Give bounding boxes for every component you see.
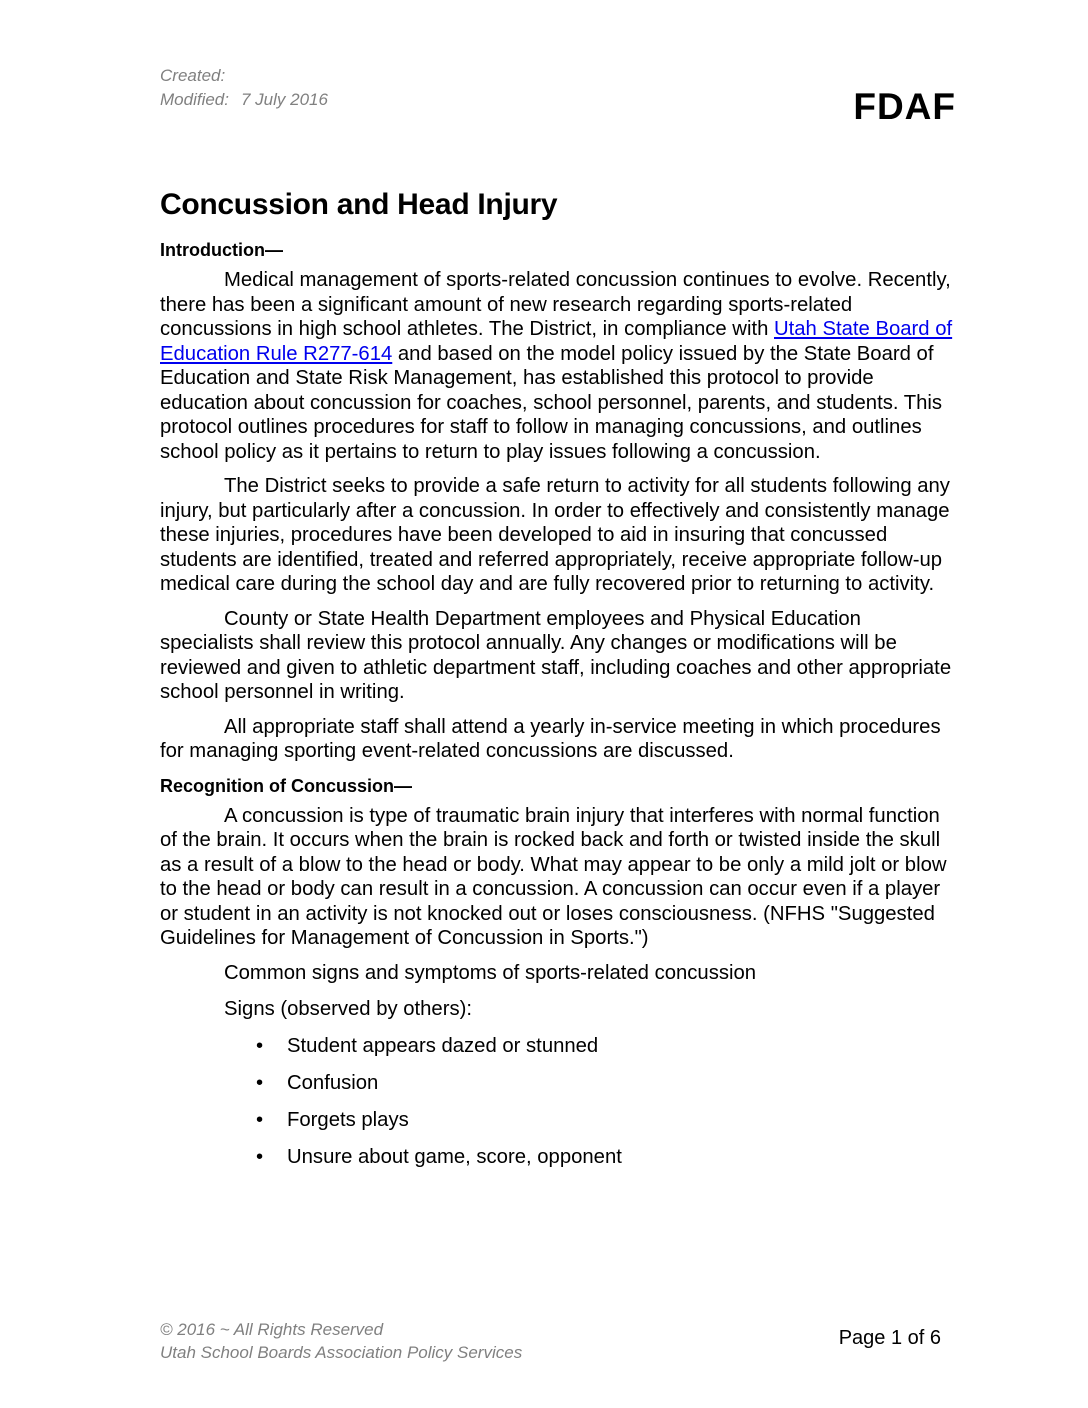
policy-code: FDAF (853, 86, 956, 127)
created-label: Created: (160, 66, 226, 85)
section-heading-recognition: Recognition of Concussion— (160, 775, 412, 796)
signs-observed-label: Signs (observed by others): (224, 998, 472, 1020)
list-item (160, 1071, 960, 1096)
rule-r277-614-link[interactable]: Utah State Board of Education Rule R277-614 (160, 318, 953, 365)
signs-list (160, 1034, 960, 1170)
intro-p1-text-start: Medical management of sports-related concussion continues to evolve. Recently, there has been a significant amount of new research regarding sports-related concussions in high school athletes. The District, in compliance with (160, 269, 951, 340)
bullet-icon: • (256, 1071, 264, 1094)
bullet-icon: • (256, 1034, 264, 1057)
organization-name: Utah School Boards Association Policy Services (160, 1343, 523, 1362)
recognition-paragraph-1: A concussion is type of traumatic brain injury that interferes with normal function of the brain. It occurs when the brain is rocked back and forth or twisted inside the skull as a result of a blow to the head or body. What may appear to be only a mild jolt or blow to the head or body can result in a concussion. A concussion can occur even if a player or student in an activity is not knocked out or loses consciousness. (NFHS "Suggested Guidelines for Management of Concussion in Sports.") (160, 804, 947, 949)
intro-paragraph-1 (160, 268, 960, 464)
list-item (160, 1145, 960, 1170)
created-line (160, 64, 328, 88)
list-item-text: Confusion (287, 1071, 379, 1094)
list-item-text: Student appears dazed or stunned (287, 1034, 599, 1057)
document-body (160, 238, 960, 1182)
list-item-text: Forgets plays (287, 1108, 409, 1131)
page-title: Concussion and Head Injury (160, 188, 558, 221)
modified-label: Modified: (160, 90, 229, 109)
list-item-text: Unsure about game, score, opponent (287, 1145, 622, 1168)
copyright-notice: © 2016 ~ All Rights Reserved (160, 1320, 384, 1339)
footer-left (160, 1318, 522, 1364)
modified-line (160, 88, 328, 112)
list-item (160, 1108, 960, 1133)
bullet-icon: • (256, 1108, 264, 1131)
intro-paragraph-3: County or State Health Department employees and Physical Education specialists shall review this protocol annually. Any changes or modifications will be reviewed and given to athletic department staff, including coaches and other appropriate school personnel in writing. (160, 607, 952, 703)
modified-value: 7 July 2016 (240, 90, 328, 109)
bullet-icon: • (256, 1145, 264, 1168)
page-number: Page 1 of 6 (838, 1327, 941, 1349)
section-heading-introduction: Introduction— (160, 240, 283, 260)
intro-paragraph-2: The District seeks to provide a safe return to activity for all students following any injury, but particularly after a concussion. In order to effectively and consistently manage these injuries, procedures have been developed to aid in insuring that concussed students are identified, treated and referred appropriately, receive appropriate follow-up medical care during the school day and are fully recovered prior to returning to activity. (160, 475, 950, 595)
intro-p1-text-end: and based on the model policy issued by the State Board of Education and State Risk Management, has established this protocol to provide education about concussion for coaches, school personnel, parents, and students. This protocol outlines procedures for staff to follow in managing concussions, and outlines school policy as it pertains to return to play issues following a concussion. (160, 342, 943, 463)
intro-paragraph-4: All appropriate staff shall attend a yearly in-service meeting in which procedures for managing sporting event-related concussions are discussed. (160, 715, 941, 762)
signs-symptoms-intro: Common signs and symptoms of sports-related concussion (224, 961, 757, 984)
list-item (160, 1034, 960, 1059)
document-meta (160, 64, 328, 112)
